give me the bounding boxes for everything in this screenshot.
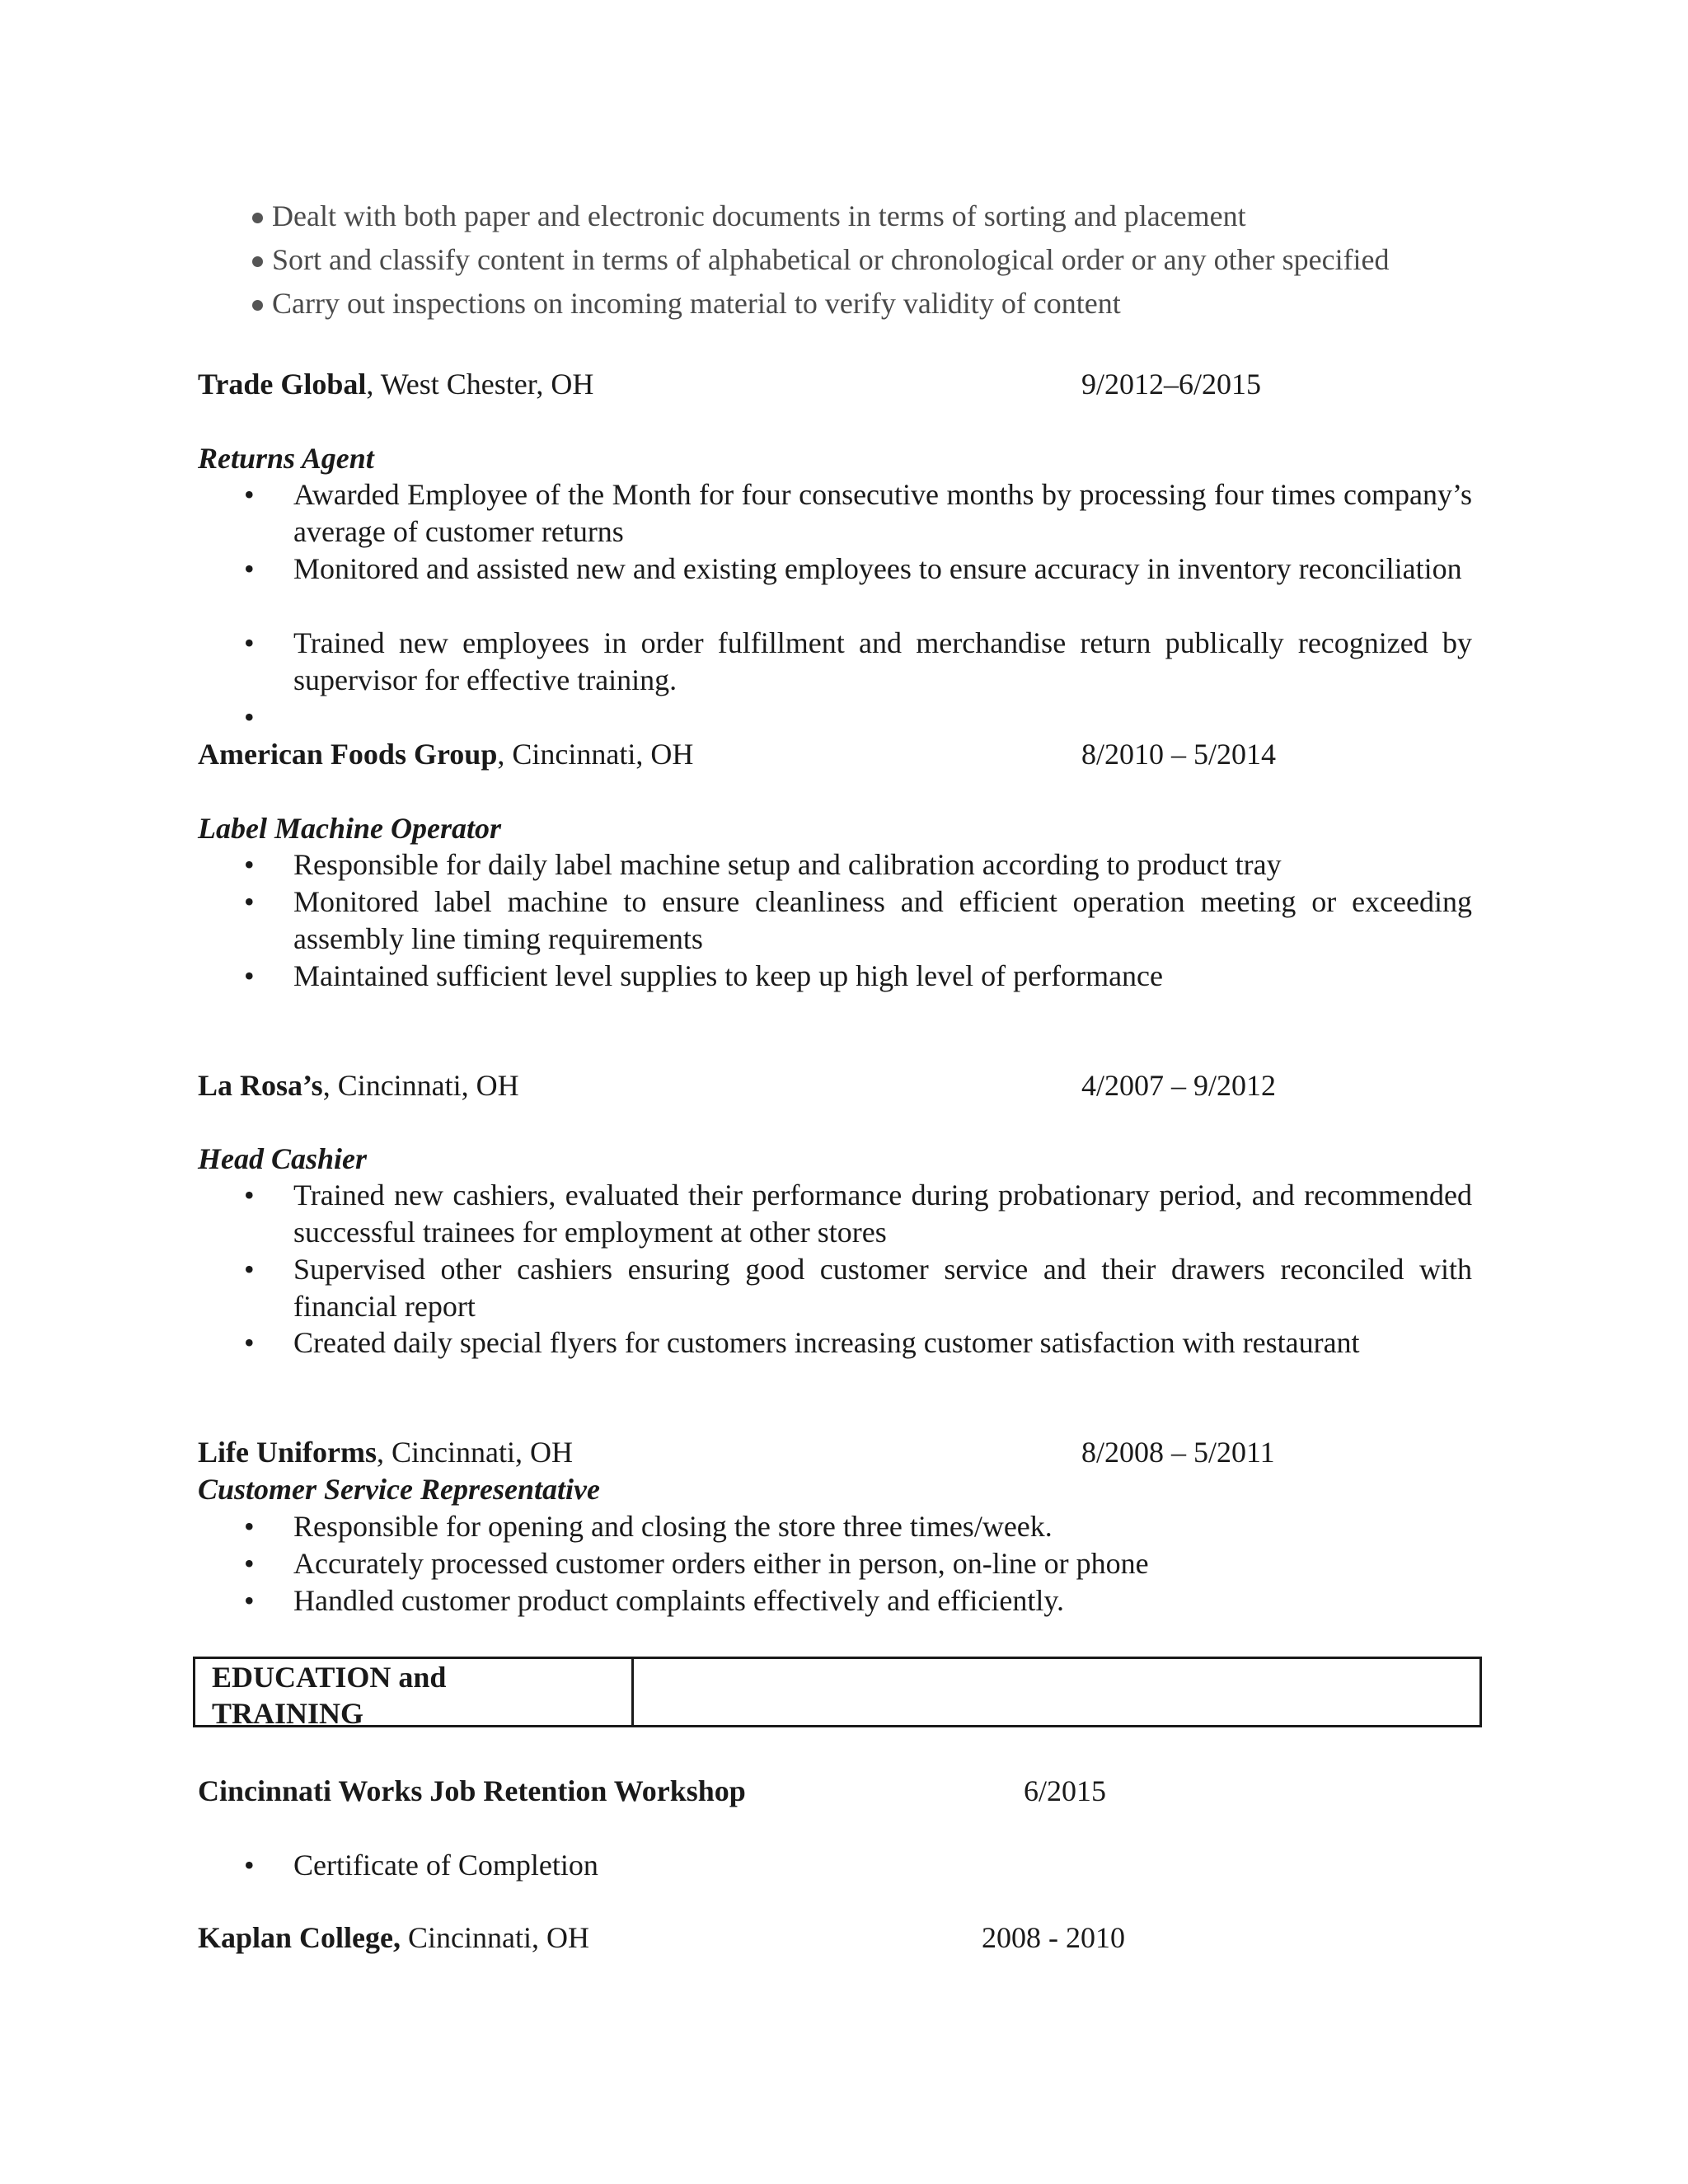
job-title: Customer Service Representative <box>198 1473 600 1506</box>
bullet-dot <box>252 213 263 223</box>
job-bullet-text: Responsible for opening and closing the store three times/week. <box>293 1510 1053 1543</box>
job-header <box>198 366 593 403</box>
education-box-divider <box>631 1659 634 1725</box>
job-bullet-text: Handled customer product complaints effectively and efficiently. <box>293 1584 1065 1617</box>
job-title: Returns Agent <box>198 442 374 475</box>
education-name: Cincinnati Works Job Retention Workshop <box>198 1774 746 1807</box>
intro-bullet-text: Carry out inspections on incoming material to verify validity of content <box>272 287 1121 320</box>
company-name: American Foods Group <box>198 738 498 771</box>
company-location: , Cincinnati, OH <box>322 1069 519 1102</box>
job-header <box>198 736 693 773</box>
bullet-glyph: • <box>244 478 255 511</box>
bullet-glyph: • <box>244 701 255 733</box>
bullet-glyph: • <box>244 1510 255 1543</box>
education-header <box>198 1919 589 1957</box>
education-heading <box>212 1659 591 1732</box>
job-bullet-text: Accurately processed customer orders either in person, on-line or phone <box>293 1547 1149 1580</box>
job-bullet-text: Monitored and assisted new and existing employees to ensure accuracy in inventory reconciliation <box>293 552 1462 585</box>
company-name: Trade Global <box>198 368 367 401</box>
job-header <box>198 1067 519 1104</box>
bullet-dot <box>252 300 263 311</box>
bullet-glyph: • <box>244 885 255 918</box>
bullet-glyph: • <box>244 1584 255 1617</box>
company-location: , West Chester, OH <box>366 368 594 401</box>
job-bullet-text: Created daily special flyers for customers increasing customer satisfaction with restaurant <box>293 1326 1360 1359</box>
job-dates: 8/2010 – 5/2014 <box>1081 738 1277 771</box>
job-bullet-text: Supervised other cashiers ensuring good customer service and their drawers reconciled with financial report <box>293 1253 1472 1323</box>
company-name: La Rosa’s <box>198 1069 323 1102</box>
education-name: Kaplan College, <box>198 1921 401 1954</box>
job-dates: 4/2007 – 9/2012 <box>1081 1069 1277 1102</box>
bullet-glyph: • <box>244 1849 255 1882</box>
job-header <box>198 1434 573 1471</box>
education-location: Cincinnati, OH <box>401 1921 589 1954</box>
education-dates: 6/2015 <box>1024 1774 1107 1807</box>
job-bullet-text: Awarded Employee of the Month for four consecutive months by processing four times company’s average of customer returns <box>293 478 1472 548</box>
bullet-glyph: • <box>244 1253 255 1286</box>
job-bullet-text: Trained new employees in order fulfillment and merchandise return publically recognized by supervisor for effective training. <box>293 626 1472 696</box>
intro-bullet-text: Dealt with both paper and electronic documents in terms of sorting and placement <box>272 199 1246 232</box>
education-heading-box <box>193 1657 1482 1730</box>
bullet-glyph: • <box>244 1547 255 1580</box>
job-bullet-text: Trained new cashiers, evaluated their performance during probationary period, and recommended successful trainees for employment at other stores <box>293 1179 1472 1249</box>
bullet-glyph: • <box>244 1179 255 1212</box>
education-heading-line1: EDUCATION and <box>212 1661 447 1694</box>
bullet-glyph: • <box>244 848 255 881</box>
job-bullet-text: Responsible for daily label machine setup and calibration according to product tray <box>293 848 1282 881</box>
intro-bullet-text: Sort and classify content in terms of alphabetical or chronological order or any other specified <box>272 243 1390 276</box>
bullet-glyph: • <box>244 1326 255 1359</box>
bullet-dot <box>252 256 263 267</box>
company-name: Life Uniforms <box>198 1436 377 1469</box>
company-location: , Cincinnati, OH <box>376 1436 573 1469</box>
education-dates: 2008 - 2010 <box>982 1921 1125 1954</box>
bullet-glyph: • <box>244 626 255 659</box>
job-dates: 9/2012–6/2015 <box>1081 368 1262 401</box>
bullet-glyph: • <box>244 552 255 585</box>
job-bullet-text: Maintained sufficient level supplies to keep up high level of performance <box>293 959 1164 992</box>
job-bullet-text: Monitored label machine to ensure cleanliness and efficient operation meeting or exceeding assembly line timing requirements <box>293 885 1472 955</box>
education-bullet-text: Certificate of Completion <box>293 1849 598 1882</box>
job-title: Label Machine Operator <box>198 812 501 845</box>
job-title: Head Cashier <box>198 1142 368 1175</box>
job-dates: 8/2008 – 5/2011 <box>1081 1436 1275 1469</box>
company-location: , Cincinnati, OH <box>497 738 694 771</box>
bullet-glyph: • <box>244 959 255 992</box>
education-heading-line2: TRAINING <box>212 1697 364 1730</box>
